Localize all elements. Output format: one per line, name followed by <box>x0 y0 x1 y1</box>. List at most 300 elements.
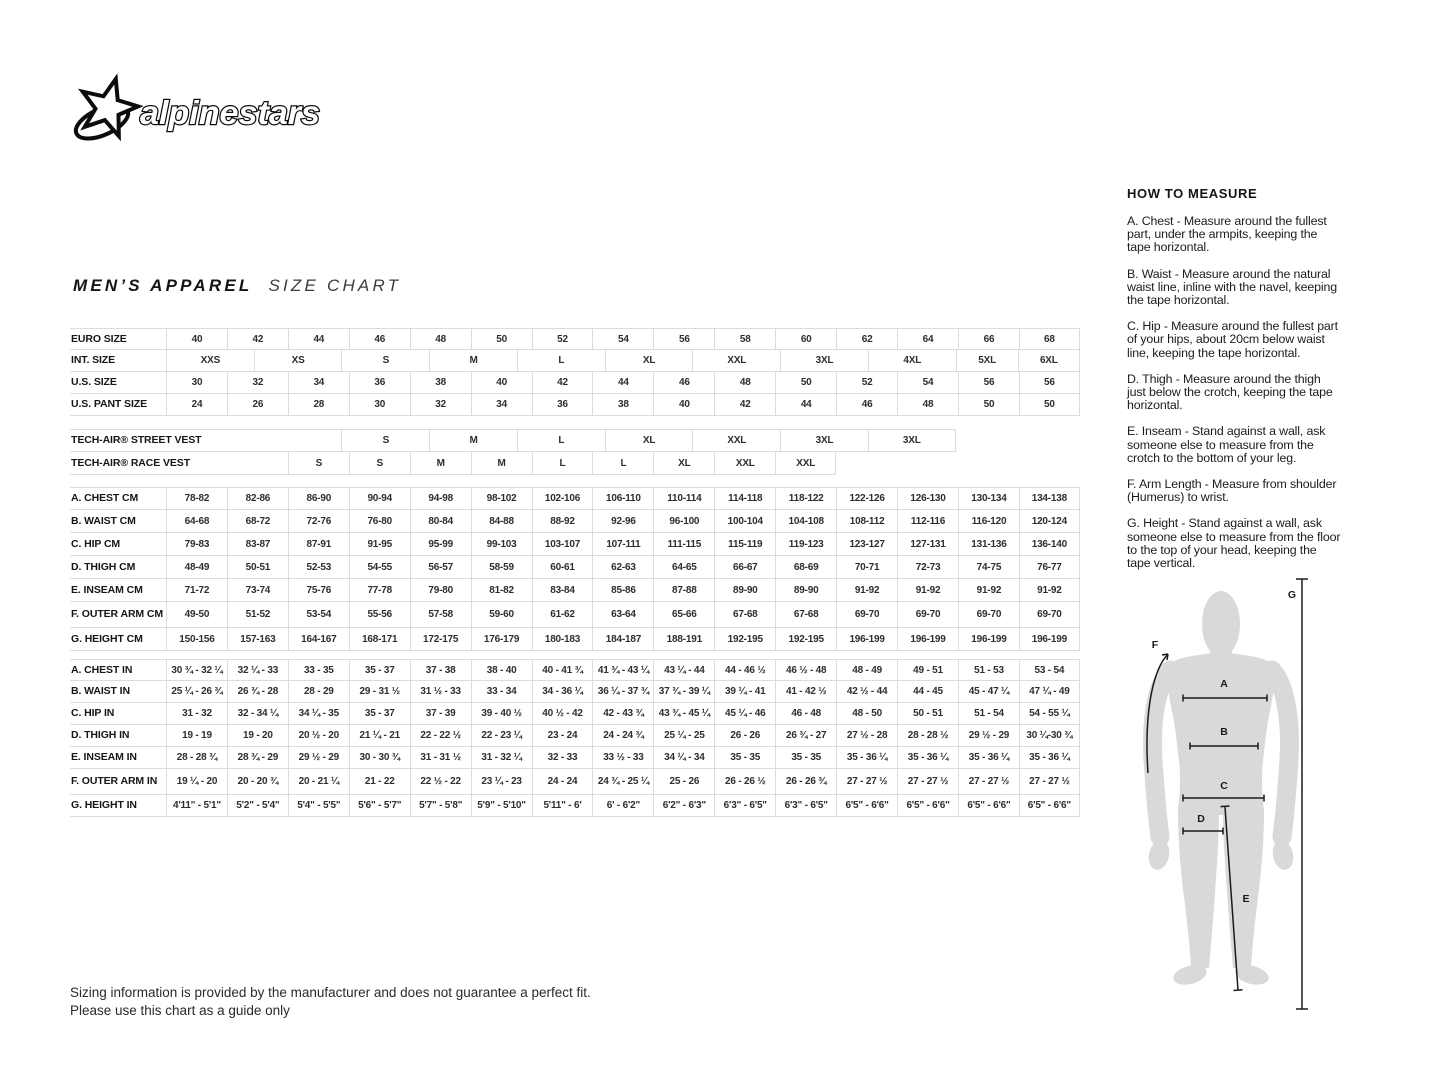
size-cell: 46 <box>349 328 410 350</box>
size-cell: 27 - 27 ½ <box>1019 769 1080 795</box>
row-label: F. OUTER ARM CM <box>70 602 166 628</box>
size-cell: 50-51 <box>227 556 288 579</box>
size-cell: 39 ¼ - 41 <box>714 681 775 703</box>
size-cell: 60 <box>775 328 836 350</box>
size-cell: 96-100 <box>653 510 714 533</box>
size-cell: 27 ½ - 28 <box>836 725 897 747</box>
size-cell: 6'5" - 6'6" <box>958 795 1019 817</box>
size-cell: 115-119 <box>714 533 775 556</box>
size-cell: 4XL <box>868 350 956 372</box>
size-cell: 69-70 <box>1019 602 1080 628</box>
size-cell: 22 ½ - 22 <box>410 769 471 795</box>
size-cell: 56-57 <box>410 556 471 579</box>
size-cell: 89-90 <box>714 579 775 602</box>
size-cell: 35 - 36 ¼ <box>958 747 1019 769</box>
size-cell: 62 <box>836 328 897 350</box>
row-label: U.S. PANT SIZE <box>70 394 166 416</box>
size-cell: 34 ¼ - 35 <box>288 703 349 725</box>
size-cell: 56 <box>653 328 714 350</box>
size-cell: 69-70 <box>836 602 897 628</box>
size-cell: 31 ½ - 33 <box>410 681 471 703</box>
size-cell: 94-98 <box>410 487 471 510</box>
size-cell: 25 - 26 <box>653 769 714 795</box>
size-cell: 56 <box>958 372 1019 394</box>
size-table <box>70 328 1080 817</box>
table-row <box>70 725 1080 747</box>
size-cell: 26 ¾ - 28 <box>227 681 288 703</box>
size-cell: 46 <box>653 372 714 394</box>
size-cell: 79-80 <box>410 579 471 602</box>
sizing-disclaimer <box>70 984 591 1019</box>
size-cell: 3XL <box>868 429 956 452</box>
how-to-measure-heading: HOW TO MEASURE <box>1127 186 1258 201</box>
size-cell: 40 <box>653 394 714 416</box>
size-cell: 34 <box>471 394 532 416</box>
size-cell: 106-110 <box>592 487 653 510</box>
figure-label-c: C <box>1220 780 1228 792</box>
size-cell: M <box>429 429 517 452</box>
size-cell: 196-199 <box>958 628 1019 651</box>
figure-label-a: A <box>1220 678 1228 690</box>
size-cell: 50 <box>958 394 1019 416</box>
size-cell: 36 <box>349 372 410 394</box>
measure-instruction-height: G. Height - Stand against a wall, ask someone else to measure from the floor to the top of your head, keeping the tape vertical. <box>1127 516 1341 571</box>
size-cell: 31 - 32 <box>166 703 227 725</box>
size-cell: 52-53 <box>288 556 349 579</box>
table-row <box>70 350 1080 372</box>
row-label: TECH-AIR® STREET VEST <box>70 429 166 452</box>
size-cell: 91-92 <box>836 579 897 602</box>
size-cell: 28 - 28 ¾ <box>166 747 227 769</box>
size-cell: 108-112 <box>836 510 897 533</box>
size-cell: 75-76 <box>288 579 349 602</box>
how-to-measure-panel <box>1127 186 1341 583</box>
figure-label-g: G <box>1287 589 1297 601</box>
size-cell: 74-75 <box>958 556 1019 579</box>
size-cell: 34 - 36 ¼ <box>532 681 593 703</box>
size-cell: 36 <box>532 394 593 416</box>
size-cell: 32 <box>410 394 471 416</box>
size-cell: 33 ½ - 33 <box>592 747 653 769</box>
row-label: TECH-AIR® RACE VEST <box>70 452 166 475</box>
table-row <box>70 579 1080 602</box>
size-cell: 29 ½ - 29 <box>288 747 349 769</box>
size-cell: 168-171 <box>349 628 410 651</box>
measure-instruction-inseam: E. Inseam - Stand against a wall, ask someone else to measure from the crotch to the bottom of your leg. <box>1127 424 1326 465</box>
size-cell: 122-126 <box>836 487 897 510</box>
size-cell: 32 <box>227 372 288 394</box>
size-cell: XS <box>254 350 342 372</box>
size-cell: XXL <box>775 452 836 475</box>
size-cell: 6'3" - 6'5" <box>775 795 836 817</box>
measure-instruction-waist: B. Waist - Measure around the natural waist line, inline with the navel, keeping the tape horizontal. <box>1127 266 1337 308</box>
size-cell: 46 - 48 <box>775 703 836 725</box>
size-cell: 30 ¾ - 32 ¼ <box>166 659 227 681</box>
size-cell: 35 - 35 <box>775 747 836 769</box>
size-cell: 91-92 <box>897 579 958 602</box>
size-cell: 42 <box>532 372 593 394</box>
size-cell: 172-175 <box>410 628 471 651</box>
size-cell: 136-140 <box>1019 533 1080 556</box>
size-cell: 54-55 <box>349 556 410 579</box>
figure-label-d: D <box>1197 813 1205 825</box>
table-row <box>70 602 1080 628</box>
body-figure-graphic <box>1140 575 1312 1017</box>
size-cell: 53-54 <box>288 602 349 628</box>
size-cell: 28 <box>288 394 349 416</box>
size-cell: 60-61 <box>532 556 593 579</box>
size-cell: 44 <box>288 328 349 350</box>
size-cell: 72-73 <box>897 556 958 579</box>
alpinestars-logo <box>70 72 326 151</box>
size-cell: 20 - 21 ¼ <box>288 769 349 795</box>
size-cell: 33 - 35 <box>288 659 349 681</box>
table-row <box>70 533 1080 556</box>
size-cell: 76-80 <box>349 510 410 533</box>
table-row <box>70 556 1080 579</box>
size-cell: 99-103 <box>471 533 532 556</box>
size-cell: 26 - 26 ¾ <box>775 769 836 795</box>
size-cell: 22 - 22 ½ <box>410 725 471 747</box>
size-cell: 85-86 <box>592 579 653 602</box>
size-cell: 30 <box>349 394 410 416</box>
size-cell: 123-127 <box>836 533 897 556</box>
size-cell: 119-123 <box>775 533 836 556</box>
size-cell: 42 <box>714 394 775 416</box>
size-cell: S <box>341 429 429 452</box>
table-section-gap <box>70 651 1080 659</box>
size-cell: 33 - 34 <box>471 681 532 703</box>
size-cell: 82-86 <box>227 487 288 510</box>
size-cell: 44 - 46 ½ <box>714 659 775 681</box>
size-cell: 63-64 <box>592 602 653 628</box>
size-cell: 62-63 <box>592 556 653 579</box>
row-label: EURO SIZE <box>70 328 166 350</box>
size-cell: 30 - 30 ¾ <box>349 747 410 769</box>
size-cell: 77-78 <box>349 579 410 602</box>
size-cell: XL <box>605 350 693 372</box>
size-cell: 58-59 <box>471 556 532 579</box>
size-cell: 24 <box>166 394 227 416</box>
size-cell: 39 - 40 ½ <box>471 703 532 725</box>
size-cell: 57-58 <box>410 602 471 628</box>
size-cell: 24 - 24 <box>532 769 593 795</box>
alpinestars-logo-graphic <box>70 72 326 146</box>
size-cell: 192-195 <box>775 628 836 651</box>
size-cell: 44 <box>592 372 653 394</box>
size-cell: 67-68 <box>714 602 775 628</box>
size-cell: 50 - 51 <box>897 703 958 725</box>
row-label: A. CHEST IN <box>70 659 166 681</box>
size-cell: 5XL <box>956 350 1018 372</box>
size-cell: 35 - 37 <box>349 659 410 681</box>
empty-cell <box>166 429 341 452</box>
size-cell: 6'5" - 6'6" <box>1019 795 1080 817</box>
size-cell: XXL <box>692 429 780 452</box>
size-cell: L <box>532 452 593 475</box>
size-cell: 35 - 36 ¼ <box>1019 747 1080 769</box>
size-cell: 40 <box>471 372 532 394</box>
size-cell: 92-96 <box>592 510 653 533</box>
table-section-gap <box>70 475 1080 487</box>
page-title-primary: MEN’S APPAREL <box>73 276 253 295</box>
size-cell: 48 <box>897 394 958 416</box>
size-cell: 48 - 50 <box>836 703 897 725</box>
size-cell: L <box>592 452 653 475</box>
size-cell: 20 - 20 ¾ <box>227 769 288 795</box>
size-cell: 30 <box>166 372 227 394</box>
size-cell: 38 <box>410 372 471 394</box>
size-cell: 80-84 <box>410 510 471 533</box>
size-cell: 24 - 24 ¾ <box>592 725 653 747</box>
size-cell: 134-138 <box>1019 487 1080 510</box>
table-row <box>70 372 1080 394</box>
size-cell: 5'4" - 5'5" <box>288 795 349 817</box>
size-cell: 89-90 <box>775 579 836 602</box>
row-label: C. HIP CM <box>70 533 166 556</box>
size-cell: 24 ¾ - 25 ¼ <box>592 769 653 795</box>
table-section-gap <box>70 416 1080 429</box>
measure-instruction-hip: C. Hip - Measure around the fullest part of your hips, about 20cm below waist line, keeping the tape horizontal. <box>1127 319 1338 360</box>
size-cell: 67-68 <box>775 602 836 628</box>
page-title <box>73 276 401 296</box>
size-cell: 176-179 <box>471 628 532 651</box>
table-row <box>70 328 1080 350</box>
size-cell: 31 - 32 ¼ <box>471 747 532 769</box>
row-label: B. WAIST IN <box>70 681 166 703</box>
size-cell: 91-92 <box>958 579 1019 602</box>
size-cell: 42 - 43 ¾ <box>592 703 653 725</box>
size-cell: 38 <box>592 394 653 416</box>
table-row <box>70 795 1080 817</box>
size-cell: 90-94 <box>349 487 410 510</box>
size-cell: 52 <box>532 328 593 350</box>
page-title-secondary: SIZE CHART <box>268 276 402 295</box>
size-cell: XL <box>653 452 714 475</box>
size-cell: 46 ½ - 48 <box>775 659 836 681</box>
size-cell: 81-82 <box>471 579 532 602</box>
size-cell: 64 <box>897 328 958 350</box>
size-cell: 48 <box>410 328 471 350</box>
size-cell: XXL <box>714 452 775 475</box>
size-cell: 42 <box>227 328 288 350</box>
size-cell: S <box>288 452 349 475</box>
size-cell: 196-199 <box>1019 628 1080 651</box>
size-cell: 34 <box>288 372 349 394</box>
size-cell: 27 - 27 ½ <box>958 769 1019 795</box>
size-cell: 34 ¼ - 34 <box>653 747 714 769</box>
size-cell: 21 - 22 <box>349 769 410 795</box>
size-cell: 46 <box>836 394 897 416</box>
size-cell: 104-108 <box>775 510 836 533</box>
size-cell: 83-87 <box>227 533 288 556</box>
row-label: U.S. SIZE <box>70 372 166 394</box>
size-cell: 28 - 28 ½ <box>897 725 958 747</box>
measure-instruction-thigh: D. Thigh - Measure around the thigh just below the crotch, keeping the tape horizontal. <box>1127 371 1333 413</box>
size-cell: 126-130 <box>897 487 958 510</box>
size-cell: 110-114 <box>653 487 714 510</box>
table-row <box>70 769 1080 795</box>
size-cell: 51 - 53 <box>958 659 1019 681</box>
size-cell: 65-66 <box>653 602 714 628</box>
size-cell: 51-52 <box>227 602 288 628</box>
size-cell: M <box>410 452 471 475</box>
size-cell: 44 <box>775 394 836 416</box>
size-cell: 38 - 40 <box>471 659 532 681</box>
size-cell: 48 - 49 <box>836 659 897 681</box>
size-cell: 19 ¼ - 20 <box>166 769 227 795</box>
size-cell: 3XL <box>780 429 868 452</box>
size-cell: 58 <box>714 328 775 350</box>
table-row <box>70 681 1080 703</box>
size-cell: 68-69 <box>775 556 836 579</box>
size-cell: 22 - 23 ¼ <box>471 725 532 747</box>
size-cell: 6'5" - 6'6" <box>836 795 897 817</box>
size-cell: 51 - 54 <box>958 703 1019 725</box>
size-cell: XXL <box>692 350 780 372</box>
size-cell: 6' - 6'2" <box>592 795 653 817</box>
size-cell: 59-60 <box>471 602 532 628</box>
size-cell: 5'9" - 5'10" <box>471 795 532 817</box>
size-cell: 73-74 <box>227 579 288 602</box>
size-cell: 114-118 <box>714 487 775 510</box>
size-cell: 6XL <box>1018 350 1080 372</box>
measure-instruction-arm: F. Arm Length - Measure from shoulder (Humerus) to wrist. <box>1127 477 1337 505</box>
size-cell: 87-88 <box>653 579 714 602</box>
size-cell: 27 - 27 ½ <box>836 769 897 795</box>
size-cell: 37 ¾ - 39 ¼ <box>653 681 714 703</box>
size-cell: 91-95 <box>349 533 410 556</box>
size-cell: 3XL <box>780 350 868 372</box>
size-cell: 29 - 31 ½ <box>349 681 410 703</box>
size-cell: 66 <box>958 328 1019 350</box>
row-label: G. HEIGHT CM <box>70 628 166 651</box>
size-cell: 64-65 <box>653 556 714 579</box>
size-cell: 35 - 37 <box>349 703 410 725</box>
size-cell: 118-122 <box>775 487 836 510</box>
size-cell: 70-71 <box>836 556 897 579</box>
size-cell: 50 <box>471 328 532 350</box>
size-cell: 102-106 <box>532 487 593 510</box>
size-cell: 28 ¾ - 29 <box>227 747 288 769</box>
size-cell: 98-102 <box>471 487 532 510</box>
size-cell: 49-50 <box>166 602 227 628</box>
size-cell: L <box>517 429 605 452</box>
size-cell: XL <box>605 429 693 452</box>
table-row <box>70 747 1080 769</box>
size-cell: 120-124 <box>1019 510 1080 533</box>
size-cell: 43 ¾ - 45 ¼ <box>653 703 714 725</box>
size-cell: 150-156 <box>166 628 227 651</box>
size-cell: 68-72 <box>227 510 288 533</box>
size-cell: 130-134 <box>958 487 1019 510</box>
measure-instruction-chest: A. Chest - Measure around the fullest part, under the armpits, keeping the tape horizontal. <box>1127 214 1327 255</box>
size-cell: 30 ¼-30 ¾ <box>1019 725 1080 747</box>
size-cell: 49 - 51 <box>897 659 958 681</box>
size-cell: 6'2" - 6'3" <box>653 795 714 817</box>
size-cell: 112-116 <box>897 510 958 533</box>
size-cell: 26 ¾ - 27 <box>775 725 836 747</box>
size-cell: 72-76 <box>288 510 349 533</box>
size-cell: 26 - 26 <box>714 725 775 747</box>
table-row <box>70 429 1080 452</box>
size-cell: 164-167 <box>288 628 349 651</box>
size-cell: 83-84 <box>532 579 593 602</box>
size-cell: 5'6" - 5'7" <box>349 795 410 817</box>
size-cell: 86-90 <box>288 487 349 510</box>
size-cell: 55-56 <box>349 602 410 628</box>
size-cell: 61-62 <box>532 602 593 628</box>
size-cell: 26 <box>227 394 288 416</box>
size-cell: M <box>429 350 517 372</box>
size-cell: XXS <box>166 350 254 372</box>
size-cell: 42 ½ - 44 <box>836 681 897 703</box>
size-cell: 54 <box>592 328 653 350</box>
size-cell: 71-72 <box>166 579 227 602</box>
size-cell: 196-199 <box>836 628 897 651</box>
size-cell: 84-88 <box>471 510 532 533</box>
size-cell: 56 <box>1019 372 1080 394</box>
logo-star-icon <box>83 79 138 136</box>
size-cell: 91-92 <box>1019 579 1080 602</box>
size-cell: 32 - 34 ¼ <box>227 703 288 725</box>
size-cell: M <box>471 452 532 475</box>
row-label: B. WAIST CM <box>70 510 166 533</box>
disclaimer-line-1: Sizing information is provided by the manufacturer and does not guarantee a perfect fit. <box>70 985 591 1000</box>
size-cell: 5'11" - 6' <box>532 795 593 817</box>
size-cell: 100-104 <box>714 510 775 533</box>
size-cell: 45 ¼ - 46 <box>714 703 775 725</box>
size-cell: 188-191 <box>653 628 714 651</box>
table-row <box>70 628 1080 651</box>
size-cell: 87-91 <box>288 533 349 556</box>
size-cell: 79-83 <box>166 533 227 556</box>
size-cell: 78-82 <box>166 487 227 510</box>
size-cell: 68 <box>1019 328 1080 350</box>
size-cell: 32 - 33 <box>532 747 593 769</box>
logo-wordmark: alpinestars <box>140 94 320 131</box>
disclaimer-line-2: Please use this chart as a guide only <box>70 1002 290 1018</box>
size-cell: 64-68 <box>166 510 227 533</box>
table-row <box>70 487 1080 510</box>
size-cell: 35 - 36 ¼ <box>897 747 958 769</box>
row-label: D. THIGH IN <box>70 725 166 747</box>
table-row <box>70 394 1080 416</box>
size-cell: 32 ¼ - 33 <box>227 659 288 681</box>
empty-cell <box>956 429 1080 452</box>
row-label: E. INSEAM IN <box>70 747 166 769</box>
size-cell: 107-111 <box>592 533 653 556</box>
size-cell: 41 - 42 ½ <box>775 681 836 703</box>
table-row <box>70 510 1080 533</box>
size-cell: 50 <box>1019 394 1080 416</box>
size-cell: 48 <box>714 372 775 394</box>
size-cell: 45 - 47 ¼ <box>958 681 1019 703</box>
figure-label-b: B <box>1220 726 1228 738</box>
size-cell: 95-99 <box>410 533 471 556</box>
size-cell: 48-49 <box>166 556 227 579</box>
size-cell: 21 ¼ - 21 <box>349 725 410 747</box>
row-label: A. CHEST CM <box>70 487 166 510</box>
row-label: F. OUTER ARM IN <box>70 769 166 795</box>
body-measurement-figure <box>1140 575 1312 1022</box>
size-cell: 44 - 45 <box>897 681 958 703</box>
size-cell: 131-136 <box>958 533 1019 556</box>
row-label: INT. SIZE <box>70 350 166 372</box>
size-cell: 103-107 <box>532 533 593 556</box>
size-cell: 37 - 38 <box>410 659 471 681</box>
size-cell: 23 - 24 <box>532 725 593 747</box>
